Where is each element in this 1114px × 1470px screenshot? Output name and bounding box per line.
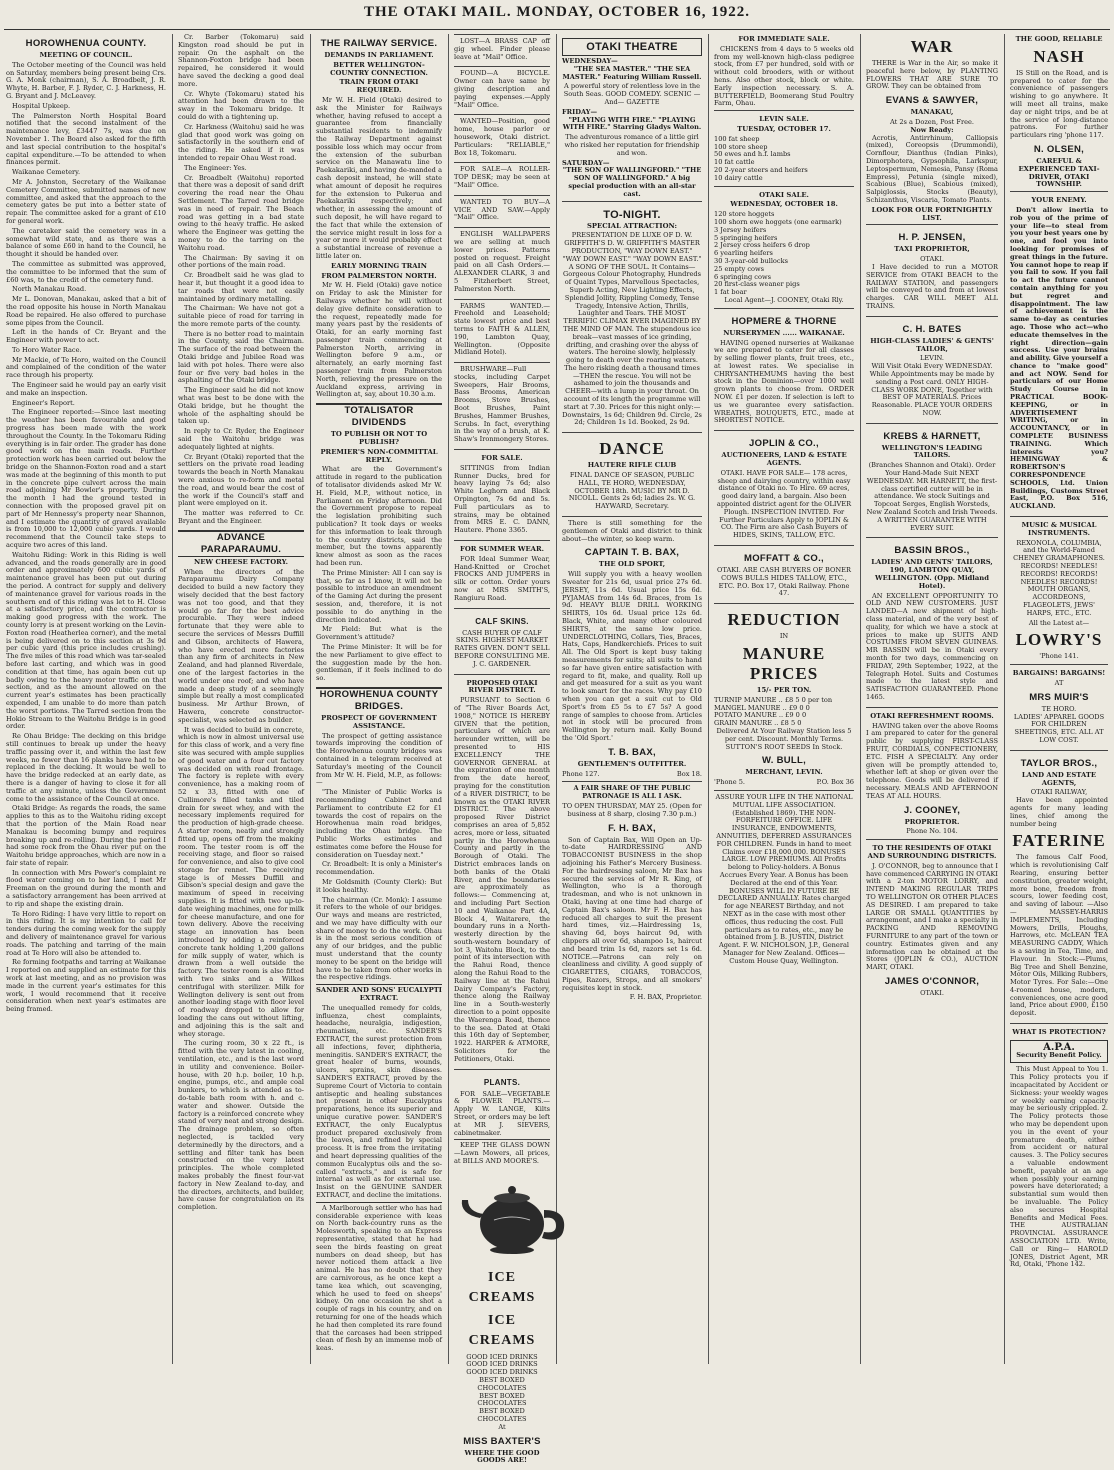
paragraph: The Engineer: Yes. bbox=[184, 163, 247, 172]
paragraph: Cr. Harkness (Waitohu) said he was glad that good work was going on satisfactorily in the southern end of the riding. He asked if it was intended to repair Ohau West road. bbox=[178, 122, 304, 162]
taylor-town: OTAKI RAILWAY, bbox=[1030, 788, 1088, 797]
column-rule bbox=[708, 34, 709, 1364]
paragraph: Mr W. H. Field (Otaki) gave notice on Friday to ask the Minister for Railways whether he will without delay give definite consideration to the request, repeatedly made for many years past by the residents of Otaki, for an early morning fast passenger train commencing at Palmerston North, arriving in Wellington before 9 a.m., or alternately, an early morning fast passenger train from Palmerston North, relieving the pressure on the Auckland express, arriving in Wellington at, say, about 10.30 a.m. bbox=[316, 281, 442, 399]
joplin-ad bbox=[714, 430, 854, 545]
olsen-sub: CAREFUL & EXPERIENCED TAXI-DRIVER, OTAKI TOWNSHIP. bbox=[1018, 156, 1100, 189]
fair-share: A FAIR SHARE OF THE PUBLIC PATRONAGE IS ALL I ASK. bbox=[573, 784, 691, 801]
friday-label: FRIDAY— bbox=[562, 107, 598, 116]
moffatt-text: OTAKI. ARE CASH BUYERS OF BONER COWS BULLS HIDES TALLOW, ETC., ETC. P.O. Box 17, Otaki Railway. Phone 47. bbox=[717, 566, 851, 598]
paragraph: To Horo Water Race. bbox=[12, 345, 82, 354]
oconnor-title: TO THE RESIDENTS OF OTAKI AND SURROUNDING DISTRICTS. bbox=[867, 844, 997, 860]
paragraph: Re Ohau Bridge: The decking on this bridge still continues to break up under the heavy traffic passing over it, and within the last few weeks, no fewer than 16 planks have had to be replaced in the decking. It would be well to have the bridge redecked at an early date, as there is a danger of having to close it for all traffic at any minute, unless the Government come to the assistance of the Council at once. bbox=[6, 732, 166, 803]
sander-heading: SANDER AND SONS' EUCALYPTI EXTRACT. bbox=[316, 986, 442, 1003]
paragraph: The Chairman: By saving it on other portions of the main road. bbox=[178, 253, 304, 270]
bax2-phone: Phone 127. bbox=[562, 769, 600, 778]
river-district-notice bbox=[454, 674, 550, 1069]
teapot-illustration bbox=[454, 1174, 574, 1256]
column-7 bbox=[866, 34, 998, 1364]
olsen-title: N. OLSEN, bbox=[1033, 143, 1085, 155]
oconnor-text: J. O'CONNOR, beg to announce that I have commenced CARRYING IN OTAKI with a 2-ton MOTOR LORRY, and INTEND MAKING REGULAR TRIPS TO WELLINGTON OR OTHER PLACES AS DESIRED. I am prepared to take LARGE OR SMALL QUANTITIES by arrangement, and I make a specialty in PACKING AND REMOVING FURNITURE to any part of the town or country. Estimates given and any information can be obtained at the Stores (JOPLIN & CO.), AUCTION MART, OTAKI. bbox=[866, 861, 999, 972]
meeting-subheading: MEETING OF COUNCIL. bbox=[39, 51, 133, 59]
paragraph: The Engineer said he did not know what was best to be done with the Otaki bridge, but he thought the whole of the asphalting should be taken up. bbox=[178, 386, 304, 426]
train-subheading: FROM PALMERSTON NORTH. bbox=[321, 271, 437, 280]
column-8 bbox=[1010, 34, 1108, 1364]
paragraph: What are the Government's attitude in regard to the publication of totalisator dividends asked Mr W. H. Field, M.P., without notice, in Parliament on Friday afternoon. Did the Government propose to repeal the legislation prohibiting such publication? It took days or weeks for this information to leak through to the country districts, said the member, but the towns apparently knew almost as soon as the races had been run. bbox=[316, 465, 442, 568]
taylor-ad bbox=[1010, 750, 1108, 1023]
plants-text: FOR SALE—VEGETABLE & FLOWER PLANTS.—Apply W. LANGE, Kilts Street, or orders may be left at MR J. SIEVERS, cabinetmaker. bbox=[454, 1089, 550, 1137]
calf-text: CASH BUYER OF CALF SKINS. HIGHEST MARKET RATES GIVEN. DON'T SELL BEFORE CONSULTING ME. J. C. GARDENER. bbox=[454, 628, 550, 668]
war-text: THERE is War in the Air, so make it peaceful here below, by PLANTING FLOWERS THAT ARE SURE TO GROW. They can be obtained from bbox=[866, 59, 998, 91]
bax-ad bbox=[562, 516, 702, 781]
sale-item: 100 shorn ewe hoggets (one earmark) bbox=[714, 217, 842, 226]
fh-bax-text: Son of Captain Bax, Will Open an Up-to-date HAIRDRESSING AND TOBACCONIST BUSINESS in the shop adjoining his Father's Mercery Business. For the hairdressing saloon, Mr Bax has secured the services of Mr R. King, of Wellington, who is a thorough tradesman, and who is not unknown in Otaki, having at one time had charge of Captain Bax's saloon. Mr F. H. Bax has reduced all charges to suit the present hard times, viz.—Hairdressing 1s, shaving 6d, boys haircut 9d, with clippers all over 6d, shampoo 1s, haircut and beard trim 1s 6d, razors set 1s 6d. NOTICE.—Patrons can rely on cleanliness and civility. A good supply of CIGARETTES, CIGARS, TOBACCOS, Pipes, Razors, Strops, and all smokers' requisites kept in stock. bbox=[562, 835, 702, 992]
paragraph: Cr. Broadbelt: It is only a Minister's recommendation. bbox=[316, 860, 442, 877]
sale-item: 50 ewes and h.f. lambs bbox=[714, 150, 791, 159]
theatre-title: OTAKI THEATRE bbox=[562, 38, 702, 56]
fh-bax-signature: F. H. BAX, Proprietor. bbox=[629, 993, 702, 1002]
manure-text: Delivered At Your Railway Station less 5 per cent. Discount. Monthly Terms. SUTTON'S ROOT SEEDS In Stock. bbox=[716, 727, 852, 751]
saturday-label: SATURDAY— bbox=[562, 158, 610, 167]
sale-item: 100 store sheep bbox=[714, 142, 768, 151]
sale-item: 10 dairy cattle bbox=[714, 173, 763, 182]
paragraph: The Engineer said he would pay an early visit and make an inspection. bbox=[6, 381, 166, 397]
reduction-title: REDUCTION bbox=[727, 610, 841, 630]
evans-ready: Now Ready: bbox=[910, 125, 954, 134]
bassin-text: AN EXCELLENT OPPORTUNITY TO OLD AND NEW CUSTOMERS. JUST LANDED—A new shipment of high-class material, and of the very best of quality, for which we have a stock at prices to make up SUITS AND COSTUMES FROM SEVEN GUINEAS. MR BASSIN will be in Otaki every month for two days, commencing on FRIDAY, 29th September, 1922, at the Telegraph Hotel. Suits and Costumes made to the latest style and SATISFACTION GUARANTEED. Phone 1465. bbox=[866, 591, 998, 701]
moffatt-ad bbox=[714, 545, 854, 603]
enemy-ad bbox=[1010, 191, 1108, 516]
ice-creams-title: ICE CREAMS bbox=[468, 1312, 536, 1348]
muir-text: LADIES' APPAREL GOODS FOR CHILDREN SHEETINGS, ETC. ALL AT LOW COST. bbox=[1013, 712, 1105, 744]
railway-subheading: BETTER WELLINGTON-COUNTRY CONNECTION. bbox=[330, 60, 428, 77]
bassin-sub: LADIES' AND GENTS' TAILORS, 190, LAMBTON QUAY, WELLINGTON. (Opp. Midland Hotel). bbox=[871, 558, 993, 590]
column-rule bbox=[1004, 34, 1005, 1364]
paragraph: Waitohu Riding: Work in this Riding is well advanced, and the roads generally are in good order and approximately 600 cubic yards of maintenance gravel has been put out during the period. A contract for supply and delivery of maintenance gravel for various roads in the southern end of this riding was let to H. Close at a satisfactory price, and the contractor is making good progress with the work. The county lorry is at present working on the Levin-Foxton road (Heatherlea corner), and the metal is being delivered on to this section at 3s 9d per cubic yard (this price includes crushing). The five miles of this road which was tar-sealed before last carting, and which was in good condition at that time, has again been cut up badly owing to the heavy motor traffic on that section, and as the amount allowed on the current year's estimates has been practically expended, I am unable to do more than patch the worst portions. The Tarred section from the Hokio Stream to the Waitohu Bridge is in good order. bbox=[6, 550, 166, 731]
sale-item: 25 empty cows bbox=[714, 264, 765, 273]
hopmere-sub: NURSERYMEN ...... WAIKANAE. bbox=[723, 328, 845, 337]
joplin-sub: AUCTIONEERS, LAND & ESTATE AGENTS. bbox=[721, 451, 847, 468]
paragraph: Left in the hands of Cr. Bryant and the Engineer with power to act. bbox=[6, 328, 166, 345]
war-title: WAR bbox=[910, 37, 954, 56]
krebs-ad bbox=[866, 423, 998, 538]
summer-title: FOR SUMMER WEAR. bbox=[460, 545, 544, 554]
paragraph: Cr. Barber (Tokomaru) said Kingston road should be put in repair. On the asphalt on the Shannon-Foxton bridge had been repaired, he considered it would have saved the decking a good deal more. bbox=[178, 33, 304, 88]
classified-item: LOST—A BRASS CAP off gig wheel. Finder please leave at "Mail" Office. bbox=[454, 34, 550, 64]
assurance-text: ASSURE YOUR LIFE IN THE NATIONAL MUTUAL LIFE ASSOCIATION. (Established 1869). THE NON-FORFEITURE OFFICE. LIFE INSURANCE, ENDOWMENTS, ANNUITIES, DEFERRED ASSURANCES FOR CHILDREN. Funds in hand to meet Claims over £18,000,000. BONUSES LARGE. LOW PREMIUMS. All Profits belong to Policy-holders. A Bonus Accrues Every Year. A Bonus has been Declared at the end of this Year. BONUSES WILL IN FUTURE BE DECLARED ANNUALLY. Rates charged for age NEAREST Birthday, and not NEXT as in the case with most other offices, thus reducing the cost. Full particulars as to rates, etc., may be obtained from J. B. JUSTIN, District Agent. F. W. NICHOLSON, J.P., General Manager for New Zealand. Offices— Custom House Quay, Wellington. bbox=[715, 792, 853, 965]
bull-box: P.O. Box 36 bbox=[816, 778, 854, 787]
sale-item: 100 fat sheep bbox=[714, 134, 760, 143]
friday-text: The adventurous romance of a little girl who risked her reputation for friendship and won. bbox=[564, 133, 700, 157]
apa-box bbox=[1010, 1040, 1108, 1064]
column-6 bbox=[714, 34, 854, 1364]
manure-title: MANURE PRICES bbox=[742, 644, 826, 684]
classified-item: FOR SALE—A ROLLER-TOP DESK; may be seen at "Mail" Office. bbox=[454, 162, 550, 192]
bax2-title: T. B. BAX, bbox=[608, 746, 656, 758]
classified-item: BRUSHWARE—Full stocks, including Carpet Sweepers, Hair Brooms, Bass Brooms, American Brooms, Stove Brushes, Boot Brushes, Paint Brushes, Hammer Brushes, Scrubs. In fact, everything in the way of a brush, at K. Shaw's Ironmongery Stores. bbox=[454, 362, 550, 447]
paragraph: The Palmerston North Hospital Board notified that the second instalment of the maintenance levy, £3447 7s, was due on November 1. The Board also asked for the fifth and last special contribution to the hospital's capital expenditure.—To be attended to when finances permit. bbox=[6, 111, 166, 167]
ice-cream-lines bbox=[454, 1354, 550, 1424]
sale-item: 30 3-year-old bullocks bbox=[714, 256, 788, 265]
paragraph: The curing room, 30 x 22 ft., is fitted with the very latest in cooling, ventilation, etc., and is the last word in utility and convenience. Boiler-house, with 20 h.p. boiler, 10 h.p. engine, pumps, etc., and ample coal bunkers, to which is attended as to-do-table bath room with h. and c. water and shower. Outside the factory is a reinforced concrete whey stand of very neat and strong design. The drainage problem, so often neglected, is tackled very determinedly by the directors, and a settling and filter tank has been constructed on the very latest principles. The whole completed makes probably the finest four-vat factory in New Zealand to-day, and the directors, architects, and builder, have cause for congratulation on its completion. bbox=[178, 1039, 304, 1212]
column-1 bbox=[6, 34, 166, 1364]
paragraph: Mr Goldsmith (County Clerk): But it looks healthy. bbox=[316, 877, 442, 894]
classified-ads bbox=[454, 34, 550, 447]
paragraph: When the directors of the Paraparaumu Dairy Company decided to build a new factory they wisely decided that the best factory was not too good, and that they would go far for the best advice procurable. They were indeed fortunate that they were able to secure the services of Messrs Duffill and Gibson, architects of Hawera, who have erected more factories than any firm of architects in New Zealand, and had planned Riverdale, one of the largest factories in the world under one roof; and who have made a deep study of a seemingly simple but really a most complicated business. Mr Arthur Brown, of Hawera, concrete constructor-specialist, was selected as builder. bbox=[178, 567, 304, 724]
paragraph: Waikanae Cemetery. bbox=[12, 168, 81, 177]
krebs-text: (Branches Shannon and Otaki). Order Your Hand-Made Suit NEXT WEDNESDAY. MR HARNETT, the first-class certified cutter will be in attendance. We stock Suitings and Topcoat Serges, English Worsteds, New Zealand Scotch and Irish Tweeds. A WRITTEN GUARANTEE WITH EVERY SUIT. bbox=[866, 461, 998, 532]
paragraph: Mr Mackie, of Te Horo, waited on the Council and complained of the condition of the water race through his property. bbox=[6, 355, 166, 380]
enemy-text: Don't allow inertia to rob you of the prime of your life—to steal from you your best years one by one, and fool you into looking for promises of great things in the future. You cannot hope to reap if you fail to sow. If you fail to act the future cannot contain anything for you but regret and disappointment. The law of achievement is the same to-day as centuries ago. Those who act—who educate themselves in the right direction—gain success. Use your brains and ability. Give yourself a chance to "make good" and act NOW. Send for particulars of our Home Study Course in PRACTICAL BOOK-KEEPING, or in ADVERTISEMENT WRITING, or in ACCOUNTANCY, or in COMPLETE BUSINESS TRAINING. Which interests you? HEMINGWAY & ROBERTSON'S CORRESPONDENCE SCHOOLS, Ltd. Union Buildings, Customs Street East, P.O. Box 516, AUCKLAND. bbox=[1010, 205, 1108, 511]
bassin-ad bbox=[866, 537, 998, 706]
paragraph: The chairman (Cr. Monk): I assume it refers to the whole of our bridges. Our ways and means are restricted, and we may have difficulty with our share of money to do the work. Ohau is in the most serious condition of any of our bridges, and the public must understand that the county money to be spent on the bridge will have to be taken from other works in the respective ridings. bbox=[316, 895, 442, 982]
paragraph: The Prime Minister: It will be for the new Parliament to give effect to the suggestion made by the hon. gentleman, if it feels inclined to do so. bbox=[316, 642, 442, 683]
otaki-sale-title: OTAKI SALE. bbox=[759, 190, 809, 199]
bridges-article bbox=[316, 733, 442, 983]
faterine-text: The famous Calf Food, which is revolutionising Calf Rearing, ensuring better constitution, greater weight, more bone, freedom from scours, lower feeding cost, and saving of labour. —Also— MASSEY-HARRIS IMPLEMENTS, Including Mowers, Drills, Ploughs, Harrows, etc. McLEAN TEA MEASURING CADDY, Which is a saving in Tea, Time, and Flavour. In Stock:—Plums, Big Tree and Shell Benzine, Motor Oils, Milking Rubbers, Motor Tyres. For Sale:—One 4-roomed house, modern, conveniences, one acre good land, Price about £900, £150 deposit. bbox=[1010, 853, 1108, 1018]
otaki-sale bbox=[714, 186, 854, 308]
sale-item: 20 first-class weaner pigs bbox=[714, 280, 800, 289]
refreshment-ad bbox=[866, 707, 998, 839]
evans-price: At 2s a Dozen, Post Free. bbox=[889, 117, 975, 126]
cheese-subheading: NEW CHEESE FACTORY. bbox=[194, 557, 288, 566]
sander-advertisement bbox=[316, 1005, 442, 1200]
taylor-title: TAYLOR BROS., bbox=[1020, 757, 1098, 769]
miss-baxters-title: MISS BAXTER'S bbox=[463, 1435, 541, 1447]
horowhenua-heading: HOROWHENUA COUNTY. bbox=[25, 38, 147, 49]
ice-line: BEST BOXED CHOCOLATES bbox=[477, 1391, 527, 1408]
bridges-heading: HOROWHENUA COUNTY BRIDGES. bbox=[316, 687, 442, 713]
protection-ad bbox=[1010, 1023, 1108, 1274]
paragraph: "The Minister of Public Works is recommending Cabinet and Parliament to contribute £2 for £1 towards the cost of repairs on the Horowhenua main road bridges, including the Ohau bridge. The Public Works estimates and estimates come before the House for consideration on Tuesday next." bbox=[316, 788, 442, 859]
bax2-contacts bbox=[562, 771, 702, 779]
column-5 bbox=[562, 34, 702, 1364]
council-report bbox=[6, 62, 166, 1014]
paragraph: Cr. Broadbelt (Waitohu) reported that there was a deposit of sand drift covering the road near the Ohau Settlement. The Tarred road bridge was in need of repair. The Beach road was getting in a bad state owing to the heavy traffic. He asked where the Engineer was getting the money to do the tarring on the Waitohu road. bbox=[178, 173, 304, 252]
bax2-box: Box 18. bbox=[676, 769, 702, 778]
otaki-sale-date: WEDNESDAY, OCTOBER 18. bbox=[730, 200, 838, 209]
immediate-sale-title: FOR IMMEDIATE SALE. bbox=[738, 35, 830, 43]
classified-item: FARMS WANTED.—Freehold and Leasehold; state lowest price and best terms to FAITH & ALLEN, 190, Lambton Quay, Wellington. (Opposite Midland Hotel). bbox=[454, 299, 550, 361]
paragraph: The prospect of getting assistance towards improving the condition of the Horowhenua county bridges was contained in a telegram received at Saturday's meeting of the Council from Mr W. H. Field, M.P., as follows:— bbox=[316, 731, 442, 787]
jensen-ad bbox=[866, 224, 998, 315]
bridges-subheading: PROSPECT OF GOVERNMENT ASSISTANCE. bbox=[321, 713, 437, 730]
faterine-title: FATERINE bbox=[1012, 831, 1106, 851]
ice-line: GOOD ICED DRINKS bbox=[466, 1368, 538, 1377]
wednesday-text: A powerful story of relentless love in the South Seas. GOOD COMEDY. SCENIC —And— GAZETTE bbox=[563, 82, 701, 106]
moffatt-title: MOFFATT & CO., bbox=[743, 553, 824, 565]
hopmere-title: HOPMERE & THORNE bbox=[731, 315, 837, 327]
bull-contacts bbox=[714, 779, 854, 787]
sale-item: 20 2-year steers and heifers bbox=[714, 165, 808, 174]
wednesday-label: WEDNESDAY— bbox=[562, 57, 618, 65]
sale-item: 2 Jersey cross heifers 6 drop bbox=[714, 241, 810, 250]
sale-item: 6 yearling heifers bbox=[714, 249, 773, 258]
levin-sale bbox=[714, 110, 854, 185]
bates-town: LEVIN. bbox=[919, 354, 944, 363]
bargains: BARGAINS! BARGAINS! bbox=[1012, 669, 1106, 678]
sale-item: 1 fat boar bbox=[714, 288, 747, 297]
enemy-title: YOUR ENEMY. bbox=[1031, 196, 1087, 205]
music-ad bbox=[1010, 516, 1108, 664]
dance-text: FINAL DANCE OF SEASON, PUBLIC HALL, TE HORO, WEDNESDAY, OCTOBER 18th. MUSIC BY MR D. NICOLL. Gents 2s 6d; ladies 2s. W. G. HAYWARD, Secretary. bbox=[568, 471, 696, 511]
sale-item: 5 springing heifers bbox=[714, 233, 778, 242]
paragraph: Cr. Whyte (Tokomaru) stated his attention had been drawn to the sway in the Tokomaru bridge. It could do with a tightening up. bbox=[178, 89, 304, 121]
jensen-title: H. P. JENSEN, bbox=[898, 232, 966, 244]
apa-label: A.P.A. bbox=[1043, 1041, 1075, 1053]
column-rule bbox=[172, 34, 173, 1364]
manure-items bbox=[714, 697, 854, 728]
joplin-text: OTAKI. HAVE FOR SALE— 178 acres, sheep and dairying country, within easy distance of Otaki no. To Hire. 69 acres, good dairy land, a bargain. Also been appointed district agent for the OLIVER Plough. INSPECTION INVITED. For Further Particulars Apply to JOPLIN & CO. The Firm are also Cash Buyers of HIDES, SKINS, TALLOW, ETC. bbox=[716, 468, 852, 540]
ice-cream-ad bbox=[454, 1069, 550, 1470]
oconnor-signature: JAMES O'CONNOR, bbox=[884, 975, 980, 987]
taylor-text: Have been appointed agents for many leading lines, chief among the number being bbox=[1010, 796, 1108, 828]
river-text: PURSUANT to Section 6 of "The River Boards Act, 1908," NOTICE IS HEREBY GIVEN that the petition, particulars of which are hereunder written, will be presented to HIS EXCELLENCY THE GOVERNOR GENERAL at the expiration of one month from the date hereof, praying for the constitution of a RIVER DISTRICT, to be known as the OTAKI RIVER DISTRICT. The above proposed River District comprises an area of 5,852 acres, more or less, situated partly in the Horowhenua County and partly in the Borough of Otaki. The District embraces lands on both banks of the Otaki River, and the boundaries are approximately as follows:— Commencing at, and including Part Section 10 and Waikanae Part 4A, Block 4, Waitarere, the boundary runs in a North-westerly direction by the south-western boundary of lot 3, Waitohu Block, to the point of its intersection with the Rahui Road, thence along the Rahui Road to the Railway line at the Rahui Dairy Company's Factory, thence along the Railway line in a South-westerly direction to a point opposite the Waerenga Road, thence to the sea. Dated at Otaki this 16th day of September, 1922. HARPER & ATMORE, Solicitors for the Petitioners, Otaki. bbox=[454, 696, 550, 1063]
chickens-text: CHICKENS from 4 days to 5 weeks old from my well-known high-class pedigree stock, from £7 per hundred, sold with or without cold brooders, with or without hens. Also other stock, block or white. Early inspection necessary. S. A. BUTTERFIELD, Boomerang Stud Poultry Farm, Ohau. bbox=[714, 44, 854, 108]
ice-tagline: WHERE THE GOOD GOODS ARE! bbox=[464, 1448, 540, 1465]
bax-sub: THE OLD SPORT, bbox=[598, 560, 666, 569]
calf-title: CALF SKINS. bbox=[475, 616, 529, 626]
fh-bax-title: F. H. BAX, bbox=[608, 822, 656, 834]
totalisator-heading: TOTALISATOR DIVIDENDS bbox=[316, 403, 442, 429]
manure-item: POTATO MANURE .. £9 0 0 bbox=[714, 711, 807, 720]
paragraph: In connection with Mrs Power's complaint re flood water coming on to her land, I met Mr Freeman on the ground during the month and a satisfactory arrangement has been arrived at to rip and shape the existing drain. bbox=[6, 868, 166, 908]
column-rule bbox=[860, 34, 861, 1364]
bates-text: Will Visit Otaki Every WEDNESDAY. While Appointments may be made by sending a Post card. ONLY HIGH-CLASS WORK DONE, Together with BEST OF MATERIALS. Prices Reasonable. PLACE YOUR ORDERS NOW. bbox=[869, 362, 995, 417]
cheese-factory-article bbox=[178, 569, 304, 1212]
totalisator-subheading: TO PUBLISH OR NOT TO PUBLISH? bbox=[330, 430, 428, 447]
krebs-title: KREBS & HARNETT, bbox=[883, 430, 981, 442]
paragraph: Engineer's Report. bbox=[12, 398, 75, 407]
council-report-continued bbox=[178, 34, 304, 526]
sale-item: 3 Jersey heifers bbox=[714, 225, 767, 234]
nash-text: IS Still on the Road, and is prepared to cater for the convenience of passengers wishing to go anywhere. It will meet all trains, make day or night trips, and be at the service of long-distance patrons. For further particulars ring 'phone 117. bbox=[1010, 68, 1108, 140]
paragraph: Cr. Bryant (Otaki) reported that the settlers on the private road leading towards the beach in North Manakau were anxious to re-form and metal the road, and would bear the cost of the work if the Council's staff and plant were employed on it. bbox=[178, 452, 304, 508]
oconnor-town: OTAKI. bbox=[920, 988, 944, 997]
jensen-text: I Have decided to run a MOTOR SERVICE from OTAKI BEACH to the RAILWAY STATION, and passengers will be conveyed to and from at lowest charges. CAR WILL MEET ALL TRAINS. bbox=[866, 262, 998, 310]
masthead: THE OTAKI MAIL. MONDAY, OCTOBER 16, 1922. bbox=[363, 4, 751, 20]
train-article bbox=[316, 282, 442, 399]
levin-items bbox=[714, 136, 854, 183]
rooms-title: OTAKI REFRESHMENT ROOMS. bbox=[870, 711, 994, 720]
column-2 bbox=[178, 34, 304, 1364]
ice-line: GOOD ICED DRINKS bbox=[466, 1352, 538, 1361]
paragraph: Te Horo Riding: I have very little to report on in this riding. It is my intention to call for tenders during the coming week for the supply and delivery of maintenance gravel for various roads. The patching and tarring of the main road at Te Horo will also be attended to. bbox=[6, 909, 166, 957]
manure-price: 15/- PER TON. bbox=[756, 686, 812, 695]
otaki-items bbox=[714, 211, 854, 297]
protect-title: WHAT IS PROTECTION? bbox=[1012, 1028, 1106, 1037]
levin-date: TUESDAY, OCTOBER 17. bbox=[737, 124, 831, 133]
bates-sub: HIGH-CLASS LADIES' & GENTS' TAILOR, bbox=[870, 336, 994, 353]
bax-title: CAPTAIN T. B. BAX, bbox=[584, 547, 680, 559]
paragraph: Otaki Bridge: As regards the roads, the same applies to this as to the Waitohu riding except that the portion of the Main Road near Manakau is becoming bumpy and requires breaking up and re-rolling. During the period I had some rock from the Ohau river put on the Waitohu bridge approaches, which are now in a fair state of repair. bbox=[6, 804, 166, 867]
protect-text: This Must Appeal to You 1. This Policy protects you if incapacitated by Accident or Sickness: your weekly wages or weekly earning capacity may be seriously crippled. 2. The Policy protects those who may be dependent upon you in the event of your premature death, either from accident or natural causes. 3. The Policy secures a valuable endowment benefit, payable at an age when possibly your earning powers have deteriorated; a substantial sum would then be invaluable. The Policy also secures Hospital Benefits and Medical Fees. THE AUSTRALIAN PROVINCIAL ASSURANCE ASSOCIATION LTD. Write, Call or Ring— HAROLD JONES, District Agent, MR Rd, Otaki, 'Phone 142. bbox=[1010, 1065, 1108, 1269]
paragraph: Mr Field: But what is the Government's attitude? bbox=[316, 625, 442, 642]
paragraph: The matter was referred to Cr. Bryant and the Engineer. bbox=[178, 509, 304, 526]
ice-at: At bbox=[498, 1422, 506, 1431]
paragraph: North Manakau Road. bbox=[12, 285, 87, 294]
paragraph: The committee as submitted was approved, the committee to be informed that the sum of £60 was, to the credit of the cemetery fund. bbox=[6, 259, 166, 284]
reduction-in: IN bbox=[779, 632, 789, 641]
paragraph: The Chairman: We have not got a suitable piece of road for tarring in the more remote parts of the county. bbox=[178, 304, 304, 328]
apa-policy: Security Benefit Policy. bbox=[1016, 1050, 1102, 1059]
rooms-text: HAVING taken over the above Rooms I am prepared to cater for the general public by supplying FIRST-CLASS FRUIT, CORDIALS, CONFECTIONERY, ETC. FISH A SPECIALTY. Any order given will be promptly attended to, whether left at shop or given over the telephone. Goods will be delivered if necessary. MEALS AND AFTERNOON TEAS AT ALL HOURS. bbox=[866, 721, 998, 800]
music-text: REXONOLA, COLUMBIA, and the World-Famed CHENEY GRAMAPHONES. RECORDS! NEEDLES! RECORDS! RECORDS! NEEDLES! RECORDS! MOUTH ORGANS, ACCORDEONS, FLAGEOLETS, JEWS' HARPS, ETC., ETC. bbox=[1013, 538, 1105, 617]
jensen-sub: TAXI PROPRIETOR, bbox=[894, 245, 970, 254]
tonight-text: PRESENTATION DE LUXE OF D. W. GRIFFITH'S D. W. GRIFFITH'S MASTER PRODUCTION, "WAY DOWN EAST." "WAY DOWN EAST." "WAY DOWN EAST." A SONG OF THE SOUL. It Contains—Gorgeous Colour Photography, Hundreds of Quaint Types, Marvellous Spectacles, Superb Acting, New Lighting Effects, Splendid Jollity, Rippling Comedy, Tense Tragedy, Intensive Action, Thrills, Laughter and Tears. THE MOST TERRIFIC CLIMAX EVER IMAGINED BY THE MIND OF MAN. The stupendous ice break—vast masses of ice grinding, drifting, and crashing over the abyss of waters. The heroine slowly, helplessly going to death over the roaring waters. The hero risking death a thousand times—THEN the rescue. You will not be ashamed to join the thousands and CHEER—with a lump in your throat. On account of its length the programme will start at 7.30. Prices for this night only:— Downstairs, 1s 6d; Children 9d. Circle, 2s 2d; Children 1s 1d. Booked, 2s 9d. bbox=[562, 231, 702, 427]
paragraph: The October meeting of the Council was held on Saturday, members being present being Crs. G. A. Monk (chairman), S. A. Broadbelt, J. R. Whyte, H. Barber, F. J. Ryder, C. J. Harkness, H. G. Bryant and J. McLeavey. bbox=[6, 60, 166, 100]
paragraph: There is no better road to maintain in the County, said the Chairman. The surface of the road between the Otaki bridge and Jubilee Road was laid with pot holes. There were also four or five very bad holes in the asphalting of the Otaki bridge. bbox=[178, 329, 304, 385]
evans-list: LOOK FOR OUR FORTNIGHTLY LIST. bbox=[871, 205, 993, 222]
bull-title: W. BULL, bbox=[761, 755, 807, 767]
music-title: MUSIC & MUSICAL INSTRUMENTS. bbox=[1021, 521, 1097, 537]
levin-title: LEVIN SALE. bbox=[759, 115, 809, 124]
paragraph: It was decided to build in concrete, which is now in almost universal use for this class of work, and a very fine site was secured with ample supplies of good water and a four cut factory was decided on with road frontage. The factory is replete with every convenience, has a making room of 52 x 33, fitted with one of Cullimore's filled tanks and tiled drain for sweet whey, and with the necessary implements required for the production of high-grade cheese. A starter room, neatly and strongly fitted up, opens off from the making room. The tester room is off the receiving stage, and floor so raised for convenience, and also to give cool storage for rennet. The receiving stage is of Messrs Duffill and Gibson's special design and gave the maximum of speed in receiving supplies. It is fitted with two up-to-date weighing machines, one for milk for cheese manufacture, and one for town delivery. Above the receiving stage an innovation has been introduced by adding a reinforced concrete tank holding 1,200 gallons for milk supply of water, which is drawn from a well outside the factory. The tester room is also fitted with two sinks and a Wilkes centrifugal with sterilizer. Milk for Wellington delivery is sent out from another loading stage with floor level of roadway dropped to allow for loading the cans out without lifting, and adjoining this is the salt and whey storage. bbox=[178, 725, 304, 1038]
manure-ad bbox=[714, 603, 854, 790]
ducks-ad bbox=[454, 449, 550, 540]
lowry-phone: 'Phone 141. bbox=[1039, 652, 1079, 661]
summer-ad bbox=[454, 540, 550, 608]
taylor-sub: LAND AND ESTATE AGENTS, bbox=[1021, 770, 1097, 787]
lowry-title: LOWRY'S bbox=[1015, 630, 1103, 650]
calf-skins-ad bbox=[454, 608, 550, 674]
oconnor-ad bbox=[866, 839, 998, 1001]
forsale-title: FOR SALE. bbox=[481, 454, 523, 463]
paragraph: Mr A. Johnston, Secretary of the Waikanae Cemetery Committee, submitted names of new committee, and asked that the approach to the cemetery gates be put into a better state of repair. The committee asked for a grant of £10 for general work. bbox=[6, 177, 166, 225]
river-title: PROPOSED OTAKI RIVER DISTRICT. bbox=[466, 678, 538, 695]
column-rule bbox=[556, 34, 557, 1364]
ice-line: GOOD ICED DRINKS bbox=[466, 1360, 538, 1369]
totalisator-article bbox=[316, 466, 442, 683]
bates-title: C. H. BATES bbox=[902, 323, 962, 335]
manure-item: MANGEL MANURE .. £9 0 0 bbox=[714, 703, 810, 712]
muir-at: AT bbox=[1054, 678, 1064, 687]
cooney-title: J. COONEY, bbox=[903, 804, 961, 816]
joplin-title: JOPLIN & CO., bbox=[749, 438, 819, 450]
muir-title: MRS MUIR'S bbox=[1029, 691, 1089, 703]
railway-subheading: TRAIN FROM OTAKI REQUIRED. bbox=[339, 78, 419, 95]
bax-intro: There is still something for the gentlemen of Otaki and district to think about—the winter, so keep warm. bbox=[562, 519, 702, 543]
paragraph: Mr W. H. Field (Otaki) desired to ask the Minister for Railways whether, having refused to accept a guarantee from financially substantial residents to indemnify the Railway Department against possible loss which may occur from the extension of the suburban service on the Manawatu line to Paekakariki, and having de-manded a cash deposit instead, he will state what amount of deposit he requires for the extension to Pukerua and Paekakariki respectively; and whether, in assessing the amount of such deposit, he will have regard to the fact that while the extension of the service might result in loss for a year or more it would probably effect a substantial increase of revenue a little later on. bbox=[316, 95, 442, 260]
train-subheading: EARLY MORNING TRAIN bbox=[331, 261, 427, 270]
mowers-text: KEEP THE GLASS DOWN—Lawn Mowers, all prices, at BILLS AND MOORE'S. bbox=[454, 1141, 550, 1166]
sale-item: 120 store hoggets bbox=[714, 210, 775, 219]
muir-town: TE HORO. bbox=[1041, 704, 1077, 713]
paragraph: The Prime Minister: All I can say is that, so far as I know, it will not be possible to introduce an amendment of the Gaming Act during the present session, and, therefore, it is not possible to do anything in the direction indicated. bbox=[316, 568, 442, 624]
classified-item: WANTED—Position, good home, house parlor or housework, Otaki district. Particulars: "RELIABLE," Box 18, Tokomaru. bbox=[454, 114, 550, 160]
dance-ad bbox=[562, 432, 702, 516]
classified-item: ENGLISH WALLPAPERS we are selling at much lower prices. Patterns posted on request. Freight paid on all Cash Orders.—ALEXANDER CLARK, 3 and 5 Fitzherbert Street, Palmerston North. bbox=[454, 227, 550, 296]
tonight-sub: SPECIAL ATTRACTION: bbox=[587, 221, 677, 230]
sale-item: 10 fat cattle bbox=[714, 158, 755, 167]
sale-item: 6 springing cows bbox=[714, 272, 771, 281]
local-agent: Local Agent—J. COONEY, Otaki Rly. bbox=[724, 295, 844, 304]
classified-item: WANTED TO BUY—A VICE AND SAW.—Apply "Mail" Office. bbox=[454, 195, 550, 225]
cooney-phone: Phone No. 104. bbox=[906, 827, 958, 836]
saturday-film: "THE SON OF WALLINGFORD." "THE SON OF WALLINGFORD." A big special production with an all-star cast. bbox=[562, 166, 702, 198]
paragraph: The caretaker said the cemetery was in a somewhat wild state, and as there was a balance of some £60 in hand to the Council, he thought it should be handed over. bbox=[6, 226, 166, 259]
paragraph: In reply to Cr. Ryder, the Engineer said the Waitohu bridge was adequately lighted at nights. bbox=[178, 427, 304, 451]
bassin-title: BASSIN BROS., bbox=[894, 545, 970, 557]
paragraph: The Engineer reported:—Since last meeting the weather has been favourable and good progress has been made with the work throughout the County. In the Tokomaru Riding everything is in fair order. The grader has done good work on the main roads. Further protection work has been carried out below the bridge on the Shannon-Foxton road and a start was made at the beginning of this month to put in the concrete pipe culvert across the main road adjoining Mr Bowler's property. During the month I had the ground tested in connection with the proposed gravel pit on part of Mr Hennessy's property near Shannon, and I estimate the quantity of gravel available is from 10,000 to 12,000 cubic yards. I would recommend that the Council take steps to acquire two acres of this land. bbox=[6, 408, 166, 550]
ice-creams-title: ICE CREAMS bbox=[468, 1269, 536, 1305]
ice-line: BEST BOXED CHOCOLATES bbox=[477, 1376, 527, 1392]
bull-sub: MERCHANT, LEVIN. bbox=[745, 768, 823, 777]
manure-item: TURNIP MANURE .. £8 5 0 per ton bbox=[714, 695, 833, 704]
column-4 bbox=[454, 34, 550, 1465]
evans-sub: MANAKAU, bbox=[910, 108, 954, 117]
bull-phone: 'Phone 5. bbox=[714, 778, 746, 787]
summer-text: FOR Ideal Summer Wear, Hand-Knitted or Crochet FROCKS AND JUMPERS in silk or cotton. Order yours now at MRS SMITH'S, Rangiuru Road. bbox=[454, 554, 550, 602]
dance-title: DANCE bbox=[599, 439, 665, 459]
krebs-sub: WELLINGTON'S LEADING TAILORS. bbox=[881, 443, 983, 460]
plants-title: PLANTS. bbox=[483, 1077, 521, 1087]
classified-item: FOUND—A BICYCLE. Owner can have same by giving description and paying expenses.—Apply "Mail" Office. bbox=[454, 66, 550, 112]
assurance-ad bbox=[714, 790, 854, 971]
paragraph: Re forming footpaths and tarring at Waikanae I reported on and supplied an estimate for this work at last meeting, and as no provision was made in the current year's estimates for this work, I would recommend that it receive consideration when next year's estimates are being framed. bbox=[6, 958, 166, 1014]
hopmere-text: HAVING opened nurseries at Waikanae we are prepared to cater for all classes by selling flower plants, fruit trees, etc., at lowest rates. We specialise in CHRYSANTHEMUMS having the best stock in the Dominion—over 1000 well grown plants to choose from. ORDER NOW. £1 per dozen. If selection is left to us we guarantee every satisfaction. WREATHS, BOUQUETS, ETC., made at SHORTEST NOTICE. bbox=[714, 338, 854, 425]
paragraph: The unequalled remedy for colds, influenza, chest complaints, headache, neuralgia, indigestion, rheumatism, etc. SANDER'S EXTRACT, the surest protection from all infections, fever, diphtheria, meningitis. SANDER'S EXTRACT, the great healer of burns, wounds, ulcers, sprains, skin diseases. SANDER'S EXTRACT, proved by the Supreme Court of Victoria to contain antiseptic and healing substances not present in other Eucalyptus preparations, hence its superior and unique curative power. SANDER'S EXTRACT, the only Eucalyptus product prepared exclusively from the leaves, and refined by special process. It is free from the irritating and heart depressing qualities of the common Eucalyptus oils and the so-called "extracts," and is safe for internal as well as for external use. Insist on the GENUINE SANDER EXTRACT, and decline the imitations. bbox=[316, 1003, 442, 1199]
paragraph: Cr. Broadbelt said he was glad to hear it, but thought it a good idea to tar roads that were not easily maintained by ordinary metalling. bbox=[178, 271, 304, 303]
ice-line: BEST BOXED CHOCOLATES bbox=[477, 1407, 527, 1423]
bax-text: Will supply you with a heavy woollen Sweater for 21s 6d, usual price 27s 6d. JERSEY, 11s 6d. Usual price 15s 6d. PYJAMAS from 14s 6d. Braces, from 1s 9d. HEAVY BLUE DRILL WORKING SHIRTS, 10s 6d. Usual price 12s 6d. Black, White, and many other coloured SHIRTS, at the same low price. UNDERCLOTHING, Collars, Ties, Braces, Hats, Caps, Handkerchiefs. Prices to suit All. The Old Sport is kept busy taking measurements for suits; all suits to hand so far have given entire satisfaction with regard to fit, make, and quality. Roll up and get measured for a suit as you want to look smart for the races. Why pay £10 when you can get a suit cut to Old Sport's from £5 5s to £7 5s? A good range of samples to choose from. Articles not in stock will be procured from Wellington by return mail. Kelly Bound the 'Old Sport.' bbox=[562, 570, 702, 742]
tonight-ad bbox=[562, 201, 702, 433]
wednesday-film: "THE SEA MASTER." "THE SEA MASTER." Featuring William Russell. bbox=[562, 64, 702, 81]
masthead-rule bbox=[4, 29, 1110, 30]
evans-title: EVANS & SAWYER, bbox=[885, 95, 979, 107]
bates-ad bbox=[866, 316, 998, 423]
nash-top: THE GOOD, RELIABLE bbox=[1015, 35, 1103, 43]
totalisator-subheading: PREMIER'S NON-COMMITTAL REPLY. bbox=[320, 447, 438, 464]
manure-item: GRAIN MANURE .. £8 5 0 bbox=[714, 719, 802, 728]
nash-title: NASH bbox=[1033, 46, 1085, 66]
railway-subheading: DEMANDS IN PARLIAMENT. bbox=[324, 51, 434, 59]
column-3 bbox=[316, 34, 442, 1364]
open-date: TO OPEN THURSDAY, MAY 25. (Open for business at 8 sharp, closing 7.30 p.m.) bbox=[562, 801, 702, 818]
cooney-sub: PROPRIETOR. bbox=[904, 817, 960, 826]
paragraph: Mr L. Donovan, Manakau, asked that a bit of the road opposite his house in North Manakau Road be repaired. He also offered to purchase some pipes from the Council. bbox=[6, 295, 166, 327]
column-rule bbox=[448, 34, 449, 1364]
lowry-pre: All the Latest at— bbox=[1028, 618, 1090, 627]
paragraph: Hospital Upkeep. bbox=[12, 101, 71, 110]
muir-ad bbox=[1010, 664, 1108, 750]
hopmere-ad bbox=[714, 308, 854, 431]
friday-film: "PLAYING WITH FIRE." "PLAYING WITH FIRE." Starring Gladys Walton. bbox=[562, 115, 702, 132]
kea-article: A Marlborough settler who has had considerable experience with keas on North back-country runs as the Molesworth, speaking to an Express representative, stated that he had seen the birds feasting on great numbers on dead sheep, but has never noticed them attack a live animal. He has no doubt that they are carnivorous, as he once kept a tame kea which, out scavenging, which he used to feed on sheeps' kidney. On one occasion he shot a couple of rags in his country, and on returning for one of the heads which he had then completed its rare found that the carcases had been stripped clean of flesh by an immense mob of keas. bbox=[316, 1203, 442, 1353]
column-rule bbox=[310, 34, 311, 1364]
jensen-town: OTAKI. bbox=[920, 255, 944, 264]
fh-bax-ad bbox=[562, 781, 702, 1005]
paraparaumu-heading: ADVANCE PARAPARAUMU. bbox=[178, 530, 304, 557]
dance-sub: HAUTERE RIFLE CLUB bbox=[587, 461, 677, 470]
railway-heading: THE RAILWAY SERVICE. bbox=[320, 38, 438, 49]
evans-text: Acrotis, Antirrhinum, Calliopsis (mixed), Coreopsis (Drummondi), Cornflour, Dianthus (Indian Pinks), Dimorphotera, Gypsophila, Larkspur, Leptospermum, Nemesia, Pansy (Roma Empress), Petunia (single mixed), Scabious (Blue), Scabious (mixed), Salpiglossis, Stocks (Beauty), Schizanthus, Viscaria, Tomato Plants. bbox=[866, 133, 998, 204]
tonight-title: TO-NIGHT. bbox=[603, 208, 661, 221]
forsale-text: SITTINGS from Indian Runner Ducks, bred for heavy laying 7s 6d; also White Leghorn and Black Orpington, 7s 6d and 5s. Full particulars as to strains, may be obtained from MRS E. C. DANN, Hautere. Phone 3365. bbox=[454, 463, 550, 535]
bax2-sub: GENTLEMEN'S OUTFITTER. bbox=[577, 759, 687, 768]
railway-article bbox=[316, 97, 442, 261]
